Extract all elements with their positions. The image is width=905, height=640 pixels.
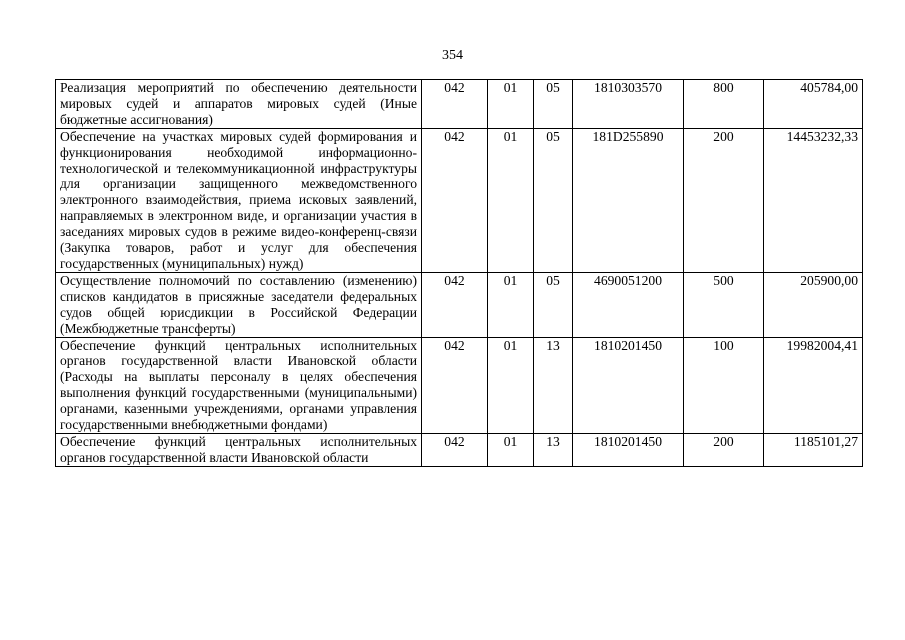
row-description: Реализация мероприятий по обеспечению деятельности мировых судей и аппаратов мировых судей (Иные бюджетные ассигнования) <box>56 80 422 129</box>
table-row <box>56 433 863 466</box>
section-code: 01 <box>488 128 534 272</box>
row-description: Обеспечение функций центральных исполнительных органов государственной власти Ивановской области (Расходы на выплаты персоналу в целях обеспечения выполнения функций государственными (муниципальными) органами, казенными учреждениями, органами управления государственными внебюджетными фондами) <box>56 337 422 433</box>
subsection-code: 05 <box>534 272 573 337</box>
row-description: Осуществление полномочий по составлению (изменению) списков кандидатов в присяжные заседатели федеральных судов общей юрисдикции в Российской Федерации (Межбюджетные трансферты) <box>56 272 422 337</box>
subsection-code: 13 <box>534 433 573 466</box>
expense-type-code: 100 <box>684 337 764 433</box>
budget-table <box>55 79 863 467</box>
ministry-code: 042 <box>422 80 488 129</box>
row-description: Обеспечение на участках мировых судей формирования и функционирования необходимой информационно-технологической и телекоммуникационной инфраструктуры для организации защищенного межведомственного электронного взаимодействия, приема исковых заявлений, направляемых в электронном виде, и организации участия в заседаниях мировых судов в режиме видео-конференц-связи (Закупка товаров, работ и услуг для обеспечения государственных (муниципальных) нужд) <box>56 128 422 272</box>
section-code: 01 <box>488 337 534 433</box>
ministry-code: 042 <box>422 128 488 272</box>
amount: 205900,00 <box>764 272 863 337</box>
ministry-code: 042 <box>422 433 488 466</box>
row-description: Обеспечение функций центральных исполнительных органов государственной власти Ивановской области <box>56 433 422 466</box>
expense-type-code: 800 <box>684 80 764 129</box>
target-code: 181D255890 <box>573 128 684 272</box>
ministry-code: 042 <box>422 337 488 433</box>
table-row <box>56 80 863 129</box>
subsection-code: 05 <box>534 80 573 129</box>
amount: 19982004,41 <box>764 337 863 433</box>
table-row <box>56 337 863 433</box>
subsection-code: 05 <box>534 128 573 272</box>
expense-type-code: 200 <box>684 128 764 272</box>
target-code: 1810201450 <box>573 337 684 433</box>
expense-type-code: 200 <box>684 433 764 466</box>
target-code: 4690051200 <box>573 272 684 337</box>
amount: 1185101,27 <box>764 433 863 466</box>
page-number: 354 <box>442 48 463 63</box>
table-row <box>56 272 863 337</box>
section-code: 01 <box>488 433 534 466</box>
table-row <box>56 128 863 272</box>
section-code: 01 <box>488 272 534 337</box>
amount: 405784,00 <box>764 80 863 129</box>
section-code: 01 <box>488 80 534 129</box>
expense-type-code: 500 <box>684 272 764 337</box>
target-code: 1810303570 <box>573 80 684 129</box>
amount: 14453232,33 <box>764 128 863 272</box>
subsection-code: 13 <box>534 337 573 433</box>
ministry-code: 042 <box>422 272 488 337</box>
target-code: 1810201450 <box>573 433 684 466</box>
